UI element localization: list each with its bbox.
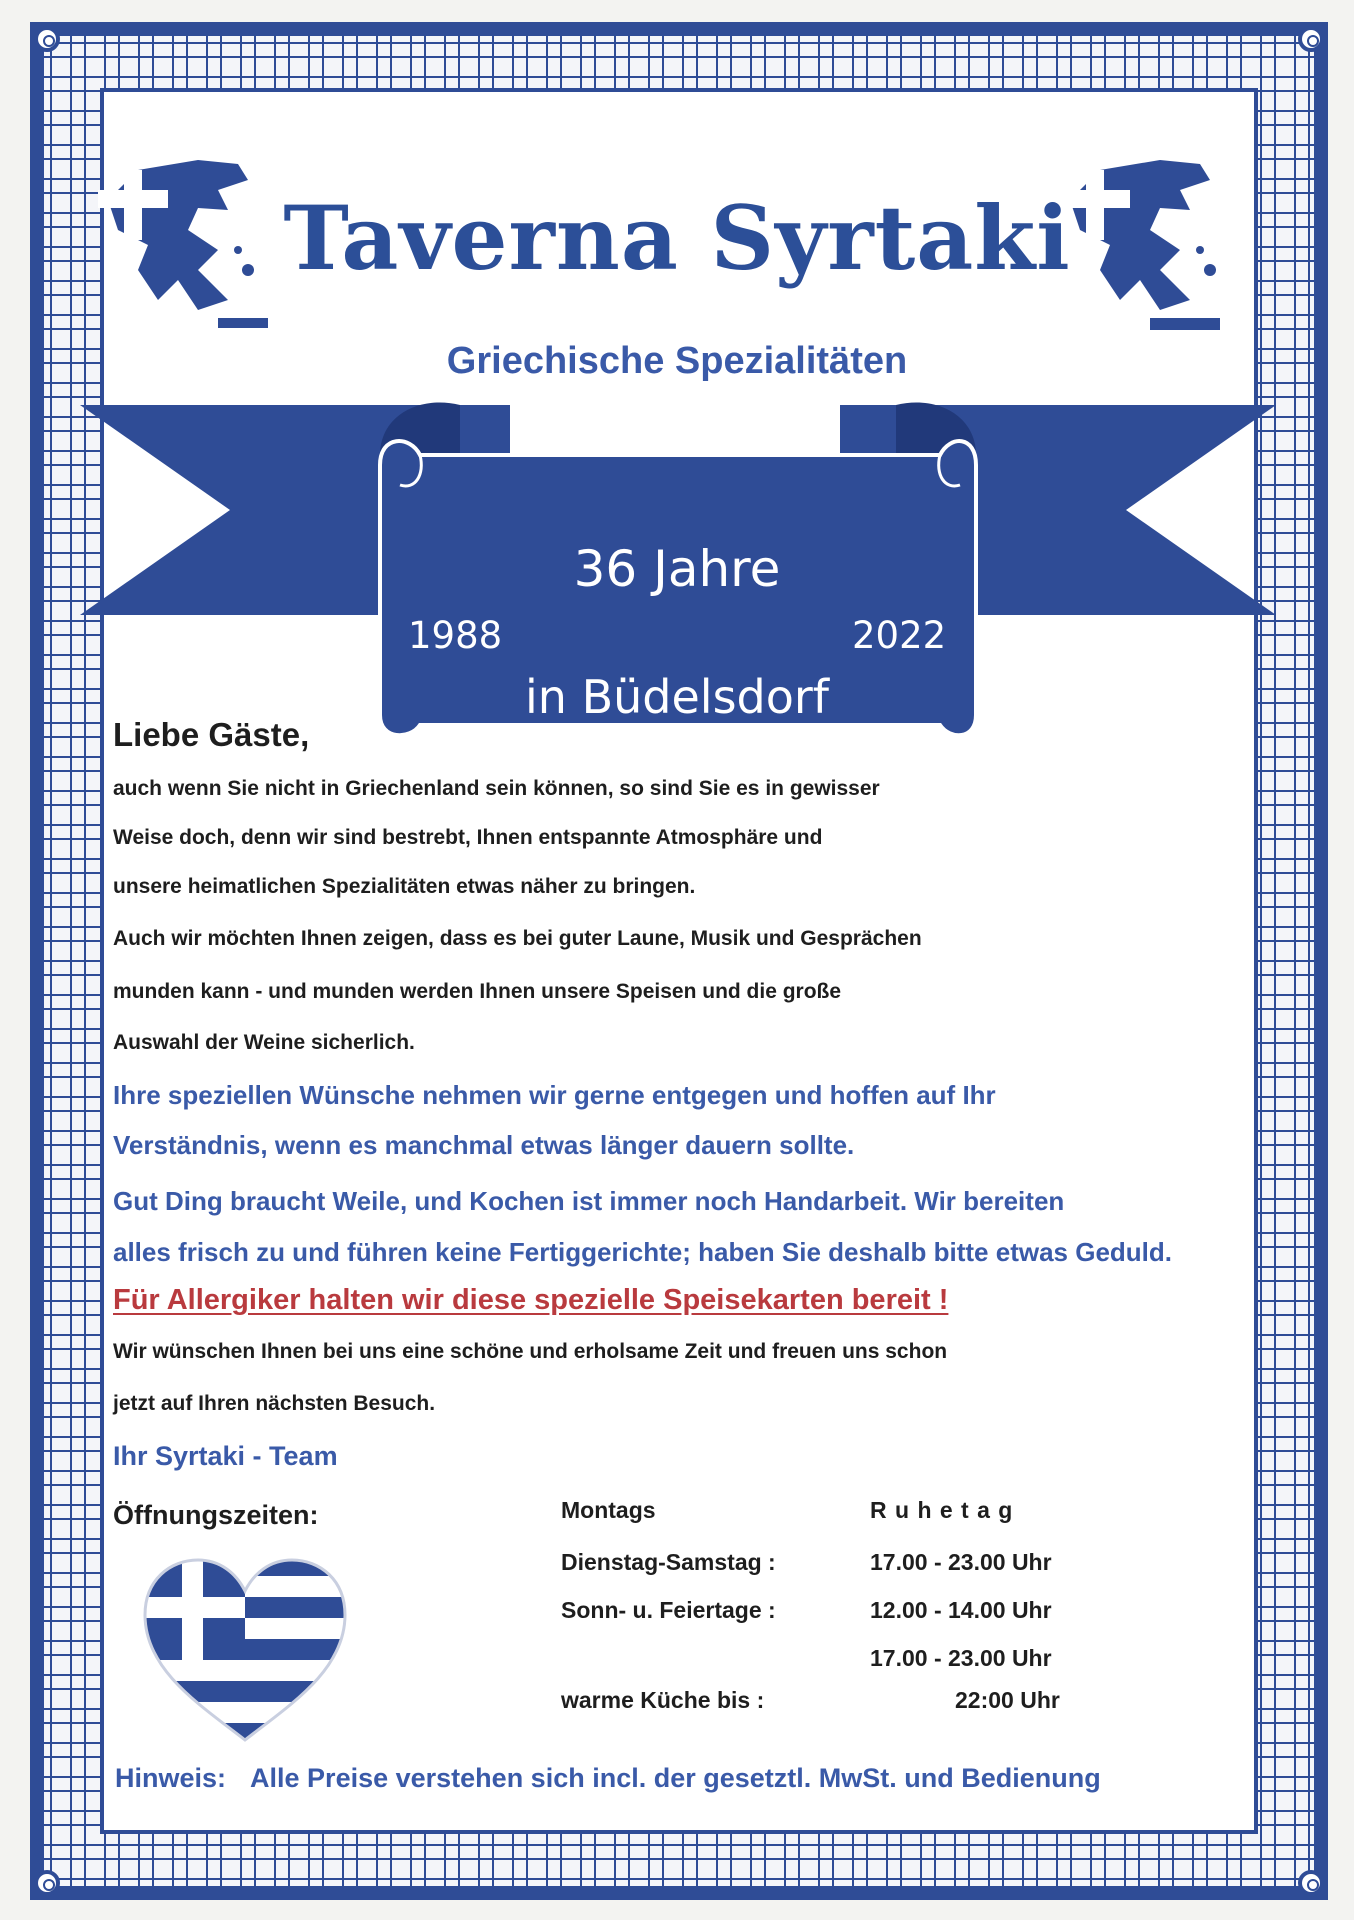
hours-day: Dienstag-Samstag : xyxy=(561,1549,776,1575)
location-label: in Büdelsdorf xyxy=(525,670,829,724)
letter-line: unsere heimatlichen Spezialitäten etwas näher zu bringen. xyxy=(113,875,696,898)
price-note-label: Hinweis: xyxy=(115,1763,227,1793)
start-year: 1988 xyxy=(408,614,503,657)
letter-line: Auch wir möchten Ihnen zeigen, dass es bei guter Laune, Musik und Gesprächen xyxy=(113,927,922,950)
end-year: 2022 xyxy=(852,614,947,657)
price-note xyxy=(115,1763,1125,1794)
hours-day: warme Küche bis : xyxy=(561,1687,765,1713)
signature: Ihr Syrtaki - Team xyxy=(113,1441,338,1471)
hours-day: Montags xyxy=(561,1497,656,1523)
hours-day: Sonn- u. Feiertage : xyxy=(561,1597,776,1623)
hours-time: 22:00 Uhr xyxy=(955,1687,1060,1713)
handmade-line: alles frisch zu und führen keine Fertiggerichte; haben Sie deshalb bitte etwas Geduld. xyxy=(113,1237,1172,1267)
letter-line: munden kann - und munden werden Ihnen unsere Speisen und die große xyxy=(113,980,842,1003)
price-note-text: Alle Preise verstehen sich incl. der gesetztl. MwSt. und Bedienung xyxy=(250,1763,1101,1793)
years-label: 36 Jahre xyxy=(573,540,781,598)
wishes-line: Ihre speziellen Wünsche nehmen wir gerne entgegen und hoffen auf Ihr xyxy=(113,1080,996,1110)
hours-time: R u h e t a g xyxy=(870,1497,1014,1523)
closing-line: jetzt auf Ihren nächsten Besuch. xyxy=(113,1392,436,1415)
allergy-notice: Für Allergiker halten wir diese spezielle Speisekarten bereit ! xyxy=(113,1284,949,1316)
greek-flag-heart-icon xyxy=(140,1555,350,1745)
hours-time: 12.00 - 14.00 Uhr xyxy=(870,1597,1052,1623)
letter-line: Auswahl der Weine sicherlich. xyxy=(113,1031,415,1054)
closing-line: Wir wünschen Ihnen bei uns eine schöne und erholsame Zeit und freuen uns schon xyxy=(113,1340,948,1363)
letter-line: Weise doch, denn wir sind bestrebt, Ihnen entspannte Atmosphäre und xyxy=(113,826,823,849)
opening-hours-heading: Öffnungszeiten: xyxy=(113,1500,319,1530)
hours-time: 17.00 - 23.00 Uhr xyxy=(870,1645,1052,1671)
page-title: Taverna Syrtaki xyxy=(283,186,1071,290)
wishes-line: Verständnis, wenn es manchmal etwas länger dauern sollte. xyxy=(113,1130,855,1160)
hours-time: 17.00 - 23.00 Uhr xyxy=(870,1549,1052,1575)
page-subtitle: Griechische Spezialitäten xyxy=(446,340,908,382)
handmade-line: Gut Ding braucht Weile, und Kochen ist immer noch Handarbeit. Wir bereiten xyxy=(113,1186,1065,1216)
letter-line: auch wenn Sie nicht in Griechenland sein können, so sind Sie es in gewisser xyxy=(113,777,880,800)
greeting: Liebe Gäste, xyxy=(113,716,310,753)
